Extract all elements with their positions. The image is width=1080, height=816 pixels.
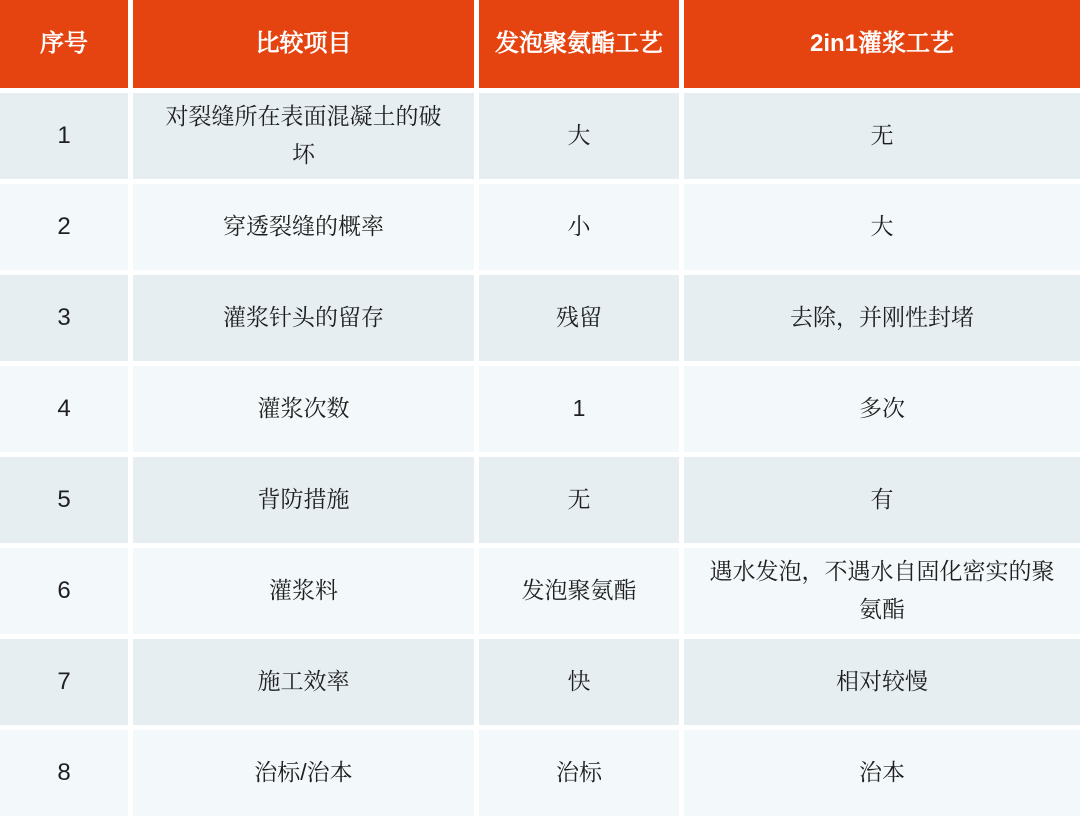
cell-no: 5 [0, 457, 128, 543]
cell-grout: 治本 [684, 730, 1080, 816]
cell-item: 穿透裂缝的概率 [133, 184, 474, 270]
cell-pu: 治标 [479, 730, 679, 816]
cell-grout: 去除，并刚性封堵 [684, 275, 1080, 361]
cell-pu: 残留 [479, 275, 679, 361]
cell-pu: 无 [479, 457, 679, 543]
cell-item: 灌浆次数 [133, 366, 474, 452]
header-cell-grout: 2in1灌浆工艺 [684, 0, 1080, 88]
cell-no: 6 [0, 548, 128, 634]
cell-pu: 大 [479, 93, 679, 179]
cell-item: 背防措施 [133, 457, 474, 543]
cell-no: 3 [0, 275, 128, 361]
cell-grout: 无 [684, 93, 1080, 179]
header-cell-item: 比较项目 [133, 0, 474, 88]
cell-pu: 1 [479, 366, 679, 452]
cell-no: 1 [0, 93, 128, 179]
cell-pu: 小 [479, 184, 679, 270]
header-cell-no: 序号 [0, 0, 128, 88]
cell-no: 8 [0, 730, 128, 816]
cell-grout: 多次 [684, 366, 1080, 452]
cell-pu: 发泡聚氨酯 [479, 548, 679, 634]
cell-grout: 有 [684, 457, 1080, 543]
cell-item: 治标/治本 [133, 730, 474, 816]
cell-pu: 快 [479, 639, 679, 725]
cell-no: 4 [0, 366, 128, 452]
cell-grout: 相对较慢 [684, 639, 1080, 725]
cell-item: 灌浆料 [133, 548, 474, 634]
cell-grout: 大 [684, 184, 1080, 270]
cell-grout: 遇水发泡，不遇水自固化密实的聚氨酯 [684, 548, 1080, 634]
cell-item: 施工效率 [133, 639, 474, 725]
cell-no: 2 [0, 184, 128, 270]
cell-item: 对裂缝所在表面混凝土的破坏 [133, 93, 474, 179]
cell-no: 7 [0, 639, 128, 725]
header-cell-pu: 发泡聚氨酯工艺 [479, 0, 679, 88]
cell-item: 灌浆针头的留存 [133, 275, 474, 361]
